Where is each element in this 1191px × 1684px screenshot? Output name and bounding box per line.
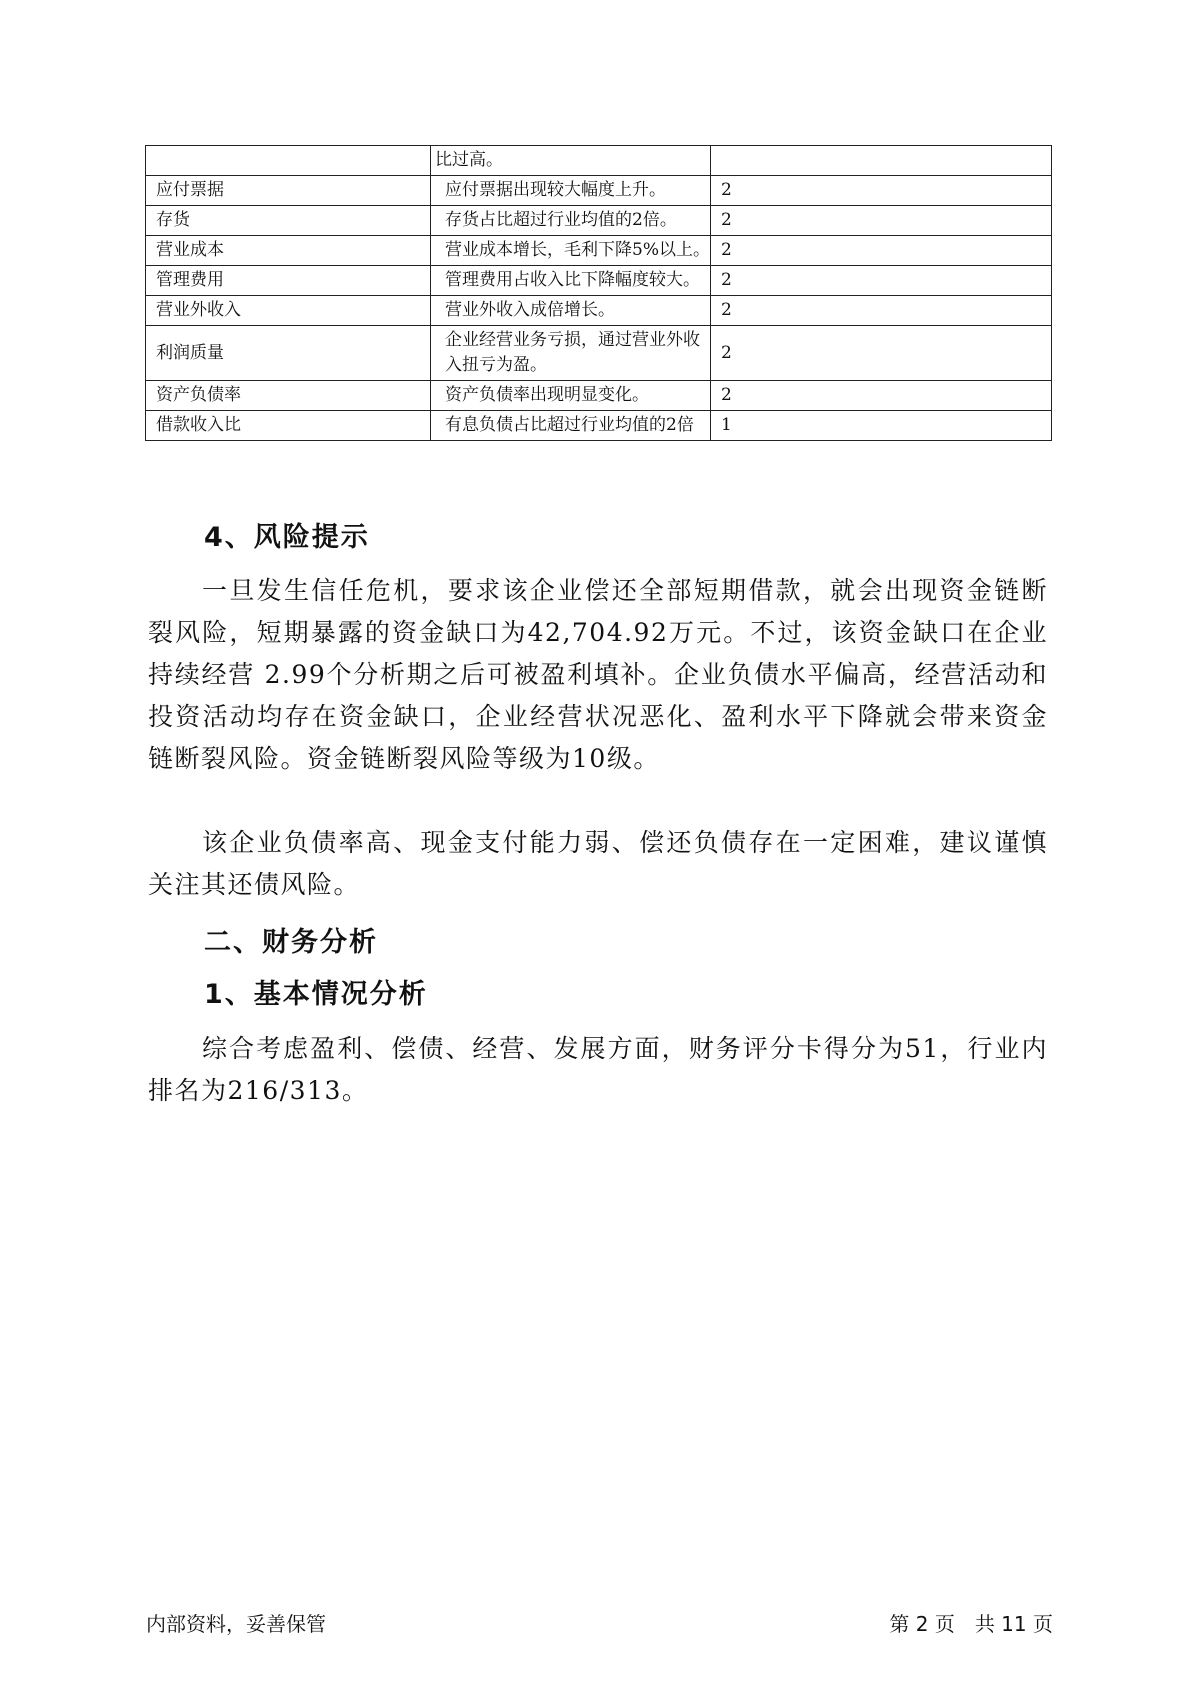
indicator-desc-cell: 存货占比超过行业均值的2倍。: [431, 206, 711, 236]
indicator-name-cell: 营业外收入: [146, 296, 431, 326]
finance-heading: 二、财务分析: [204, 927, 378, 958]
indicator-score-cell: 2: [711, 236, 1052, 266]
indicator-score-cell: 2: [711, 206, 1052, 236]
indicator-name-cell: 存货: [146, 206, 431, 236]
table-row: [146, 206, 1052, 236]
risk-indicator-table: [145, 145, 1052, 441]
indicator-name-cell: 应付票据: [146, 176, 431, 206]
basic-paragraph: 综合考虑盈利、偿债、经营、发展方面，财务评分卡得分为51，行业内排名为216/313。: [148, 1034, 1048, 1105]
indicator-desc-cell: 营业成本增长，毛利下降5%以上。: [431, 236, 711, 266]
table-row: [146, 326, 1052, 381]
table-row: [146, 146, 1052, 176]
indicator-name-cell: [146, 146, 431, 176]
table-row: [146, 411, 1052, 441]
indicator-desc-cell: 资产负债率出现明显变化。: [431, 381, 711, 411]
table-row: [146, 296, 1052, 326]
indicator-desc-cell: 管理费用占收入比下降幅度较大。: [431, 266, 711, 296]
indicator-name-cell: 管理费用: [146, 266, 431, 296]
indicator-score-cell: [711, 146, 1052, 176]
page-number: 第 2 页 共 11 页: [889, 1612, 1053, 1636]
indicator-desc-cell: 应付票据出现较大幅度上升。: [431, 176, 711, 206]
table-row: [146, 381, 1052, 411]
table-row: [146, 266, 1052, 296]
indicator-score-cell: 2: [711, 296, 1052, 326]
indicator-desc-cell: 企业经营业务亏损，通过营业外收入扭亏为盈。: [431, 326, 711, 381]
indicator-name-cell: 借款收入比: [146, 411, 431, 441]
table-row: [146, 236, 1052, 266]
footer-confidential: 内部资料，妥善保管: [146, 1612, 326, 1636]
indicator-score-cell: 2: [711, 326, 1052, 381]
indicator-name-cell: 利润质量: [146, 326, 431, 381]
indicator-score-cell: 2: [711, 176, 1052, 206]
indicator-score-cell: 2: [711, 266, 1052, 296]
indicator-desc-cell: 有息负债占比超过行业均值的2倍: [431, 411, 711, 441]
indicator-desc-cell: 比过高。: [431, 146, 711, 176]
indicator-score-cell: 2: [711, 381, 1052, 411]
basic-heading: 1、基本情况分析: [204, 979, 428, 1010]
indicator-desc-cell: 营业外收入成倍增长。: [431, 296, 711, 326]
indicator-name-cell: 资产负债率: [146, 381, 431, 411]
indicator-score-cell: 1: [711, 411, 1052, 441]
table-row: [146, 176, 1052, 206]
risk-heading: 4、风险提示: [204, 522, 370, 553]
indicator-name-cell: 营业成本: [146, 236, 431, 266]
risk-paragraph-1: 一旦发生信任危机，要求该企业偿还全部短期借款，就会出现资金链断裂风险，短期暴露的资金缺口为42,704.92万元。不过，该资金缺口在企业持续经营 2.99个分析期之后可被盈利填补。企业负债水平偏高，经营活动和投资活动均存在资金缺口，企业经营状况恶化、盈利水平下降就会带来资金链断裂风险。资金链断裂风险等级为10级。: [148, 576, 1048, 773]
risk-paragraph-2: 该企业负债率高、现金支付能力弱、偿还负债存在一定困难，建议谨慎关注其还债风险。: [148, 828, 1048, 899]
